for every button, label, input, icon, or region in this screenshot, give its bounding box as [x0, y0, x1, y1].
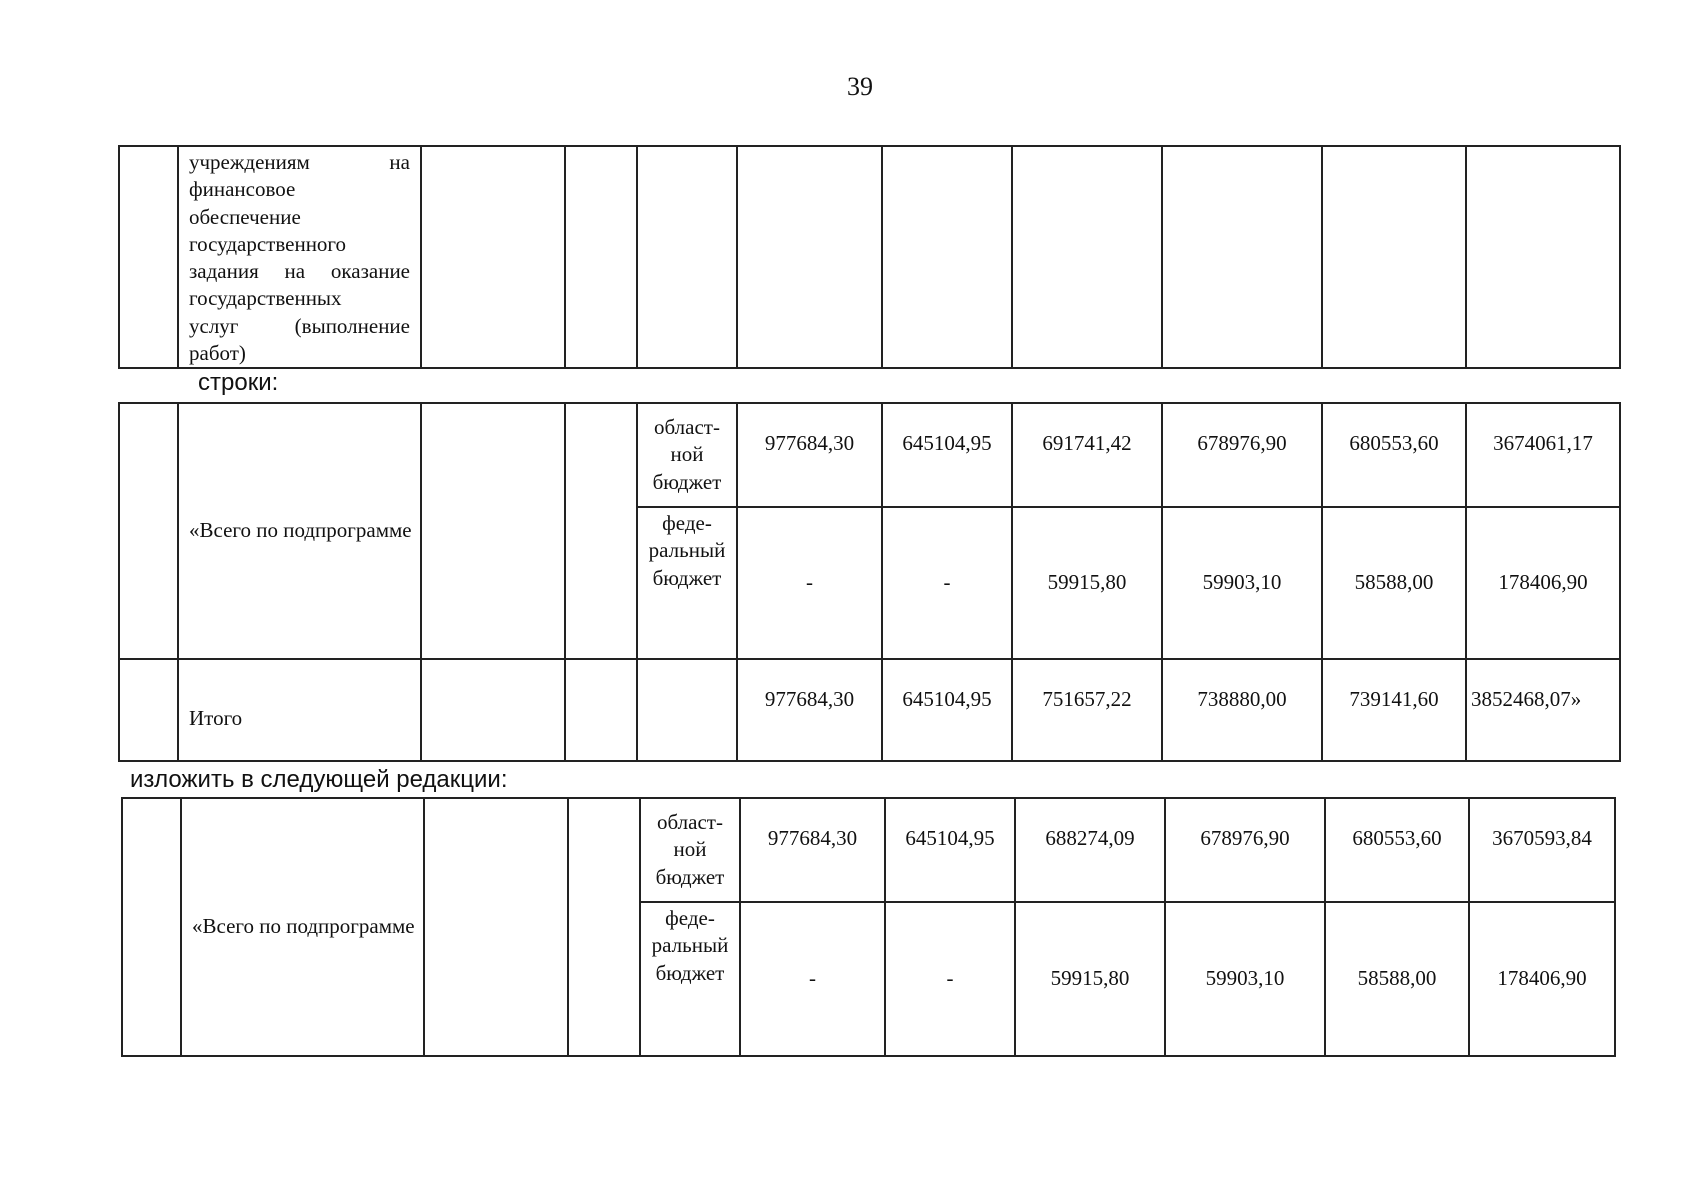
- empty-cell: [637, 146, 737, 368]
- source-text: феде-ральный бюджет: [648, 511, 726, 590]
- value-cell: 645104,95: [882, 659, 1012, 761]
- source-federal-budget: [640, 902, 740, 1056]
- value-cell: 59915,80: [1012, 507, 1162, 659]
- subprogram-label: «Всего по подпрограмме: [178, 403, 421, 659]
- row-description: [178, 146, 421, 368]
- value-cell: 977684,30: [737, 659, 882, 761]
- empty-cell: [421, 403, 565, 659]
- table-row: [122, 798, 1615, 902]
- empty-cell: [1012, 146, 1162, 368]
- value-cell: 59915,80: [1015, 902, 1165, 1056]
- value-cell: 58588,00: [1325, 902, 1469, 1056]
- old-lines-table: [118, 402, 1621, 762]
- value-cell: 3674061,17: [1466, 403, 1620, 507]
- empty-cell: [565, 146, 637, 368]
- empty-cell: [637, 659, 737, 761]
- value-cell: 751657,22: [1012, 659, 1162, 761]
- value-cell: 739141,60: [1322, 659, 1466, 761]
- description-line: задания на оказание: [189, 259, 410, 284]
- empty-cell: [1322, 146, 1466, 368]
- value-cell: 688274,09: [1015, 798, 1165, 902]
- description-line: государственного: [189, 231, 347, 256]
- value-cell: 678976,90: [1165, 798, 1325, 902]
- cell-number: [119, 659, 178, 761]
- value-cell: 738880,00: [1162, 659, 1322, 761]
- value-cell: -: [882, 507, 1012, 659]
- table-row: [119, 403, 1620, 507]
- empty-cell: [568, 798, 640, 1056]
- value-cell: 680553,60: [1322, 403, 1466, 507]
- value-cell: 977684,30: [740, 798, 885, 902]
- empty-cell: [424, 798, 568, 1056]
- source-text: феде-ральный бюджет: [651, 906, 729, 985]
- description-line: обеспечение: [189, 204, 301, 229]
- value-cell: 178406,90: [1466, 507, 1620, 659]
- continuation-table: [118, 145, 1621, 369]
- empty-cell: [1162, 146, 1322, 368]
- empty-cell: [421, 146, 565, 368]
- empty-cell: [565, 659, 637, 761]
- source-regional-budget: [640, 798, 740, 902]
- value-cell: -: [740, 902, 885, 1056]
- value-cell: 977684,30: [737, 403, 882, 507]
- value-cell: 178406,90: [1469, 902, 1615, 1056]
- value-cell: 645104,95: [885, 798, 1015, 902]
- source-regional-budget: [637, 403, 737, 507]
- cell-number: [122, 798, 181, 1056]
- caption-new-wording: изложить в следующей редакции:: [130, 766, 508, 793]
- description-line: работ): [189, 341, 246, 366]
- description-line: государственных: [189, 286, 342, 311]
- value-cell: 58588,00: [1322, 507, 1466, 659]
- cell-number: [119, 146, 178, 368]
- value-cell: 678976,90: [1162, 403, 1322, 507]
- empty-cell: [882, 146, 1012, 368]
- empty-cell: [421, 659, 565, 761]
- empty-cell: [565, 403, 637, 659]
- table-row-total: [119, 659, 1620, 761]
- new-lines-table: [121, 797, 1616, 1057]
- description-line: услуг (выполнение: [189, 313, 410, 338]
- table-row: [119, 146, 1620, 368]
- value-cell: 3670593,84: [1469, 798, 1615, 902]
- description-line: финансовое: [189, 177, 296, 202]
- value-cell: 691741,42: [1012, 403, 1162, 507]
- value-cell: 59903,10: [1162, 507, 1322, 659]
- empty-cell: [1466, 146, 1620, 368]
- description-line: учреждениям на: [189, 150, 410, 174]
- source-federal-budget: [637, 507, 737, 659]
- value-cell: 3852468,07»: [1466, 659, 1620, 761]
- value-cell: -: [737, 507, 882, 659]
- value-cell: -: [885, 902, 1015, 1056]
- subprogram-label: «Всего по подпрограмме: [181, 798, 424, 1056]
- value-cell: 645104,95: [882, 403, 1012, 507]
- source-text: област-ной бюджет: [655, 810, 725, 889]
- cell-number: [119, 403, 178, 659]
- source-text: област-ной бюджет: [652, 415, 722, 494]
- value-cell: 680553,60: [1325, 798, 1469, 902]
- value-cell: 59903,10: [1165, 902, 1325, 1056]
- caption-lines: строки:: [198, 369, 279, 396]
- total-label: Итого: [178, 659, 421, 761]
- page-number: 39: [847, 72, 873, 101]
- empty-cell: [737, 146, 882, 368]
